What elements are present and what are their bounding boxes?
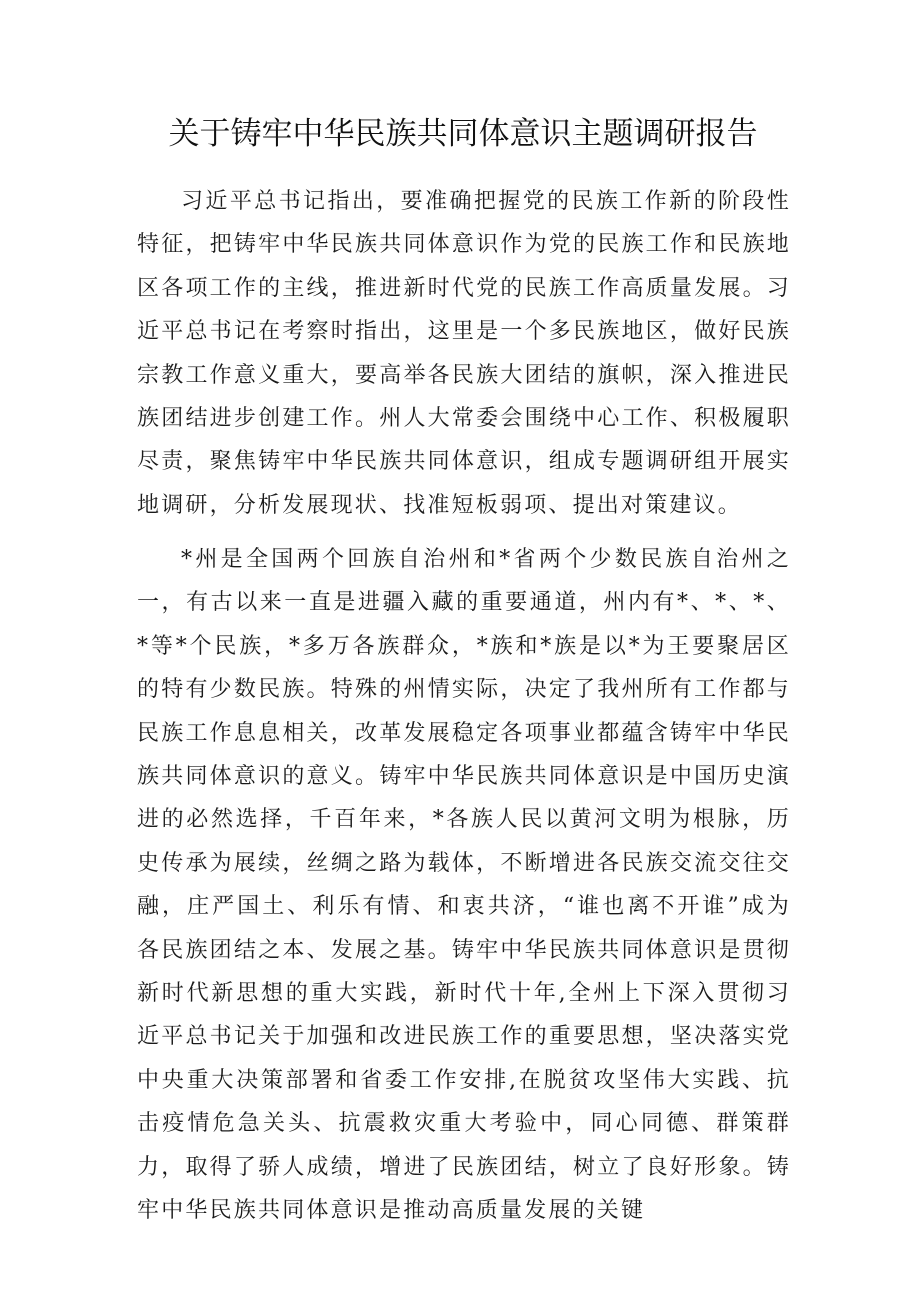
body-paragraph-intro: 习近平总书记指出，要准确把握党的民族工作新的阶段性特征，把铸牢中华民族共同体意识作为党的民族工作和民族地区各项工作的主线，推进新时代党的民族工作高质量发展。习近平总书记在考察时指出，这里是一个多民族地区，做好民族宗教工作意义重大，要高举各民族大团结的旗帜，深入推进民族团结进步创建工作。州人大常委会围绕中心工作、积极履职尽责，聚焦铸牢中华民族共同体意识，组成专题调研组开展实地调研，分析发展现状、找准短板弱项、提出对策建议。 (137, 189, 791, 518)
body-paragraph-background: *州是全国两个回族自治州和*省两个少数民族自治州之一，有古以来一直是进疆入藏的重要通道，州内有*、*、*、*等*个民族，*多万各族群众，*族和*族是以*为王要聚居区的特有少数民族。特殊的州情实际，决定了我州所有工作都与民族工作息息相关，改革发展稳定各项事业都蕴含铸牢中华民族共同体意识的意义。铸牢中华民族共同体意识是中国历史演进的必然选择，千百年来，*各族人民以黄河文明为根脉，历史传承为展续，丝绸之路为载体，不断增进各民族交流交往交融，庄严国土、利乐有情、和衷共济，“谁也离不开谁”成为各民族团结之本、发展之基。铸牢中华民族共同体意识是贯彻新时代新思想的重大实践，新时代十年,全州上下深入贯彻习近平总书记关于加强和改进民族工作的重要思想，坚决落实党中央重大决策部署和省委工作安排,在脱贫攻坚伟大实践、抗击疫情危急关头、抗震救灾重大考验中，同心同德、群策群力，取得了骄人成绩，增进了民族团结，树立了良好形象。铸牢中华民族共同体意识是推动高质量发展的关键 (137, 547, 791, 1224)
document-title: 关于铸牢中华民族共同体意识主题调研报告 (168, 116, 758, 152)
